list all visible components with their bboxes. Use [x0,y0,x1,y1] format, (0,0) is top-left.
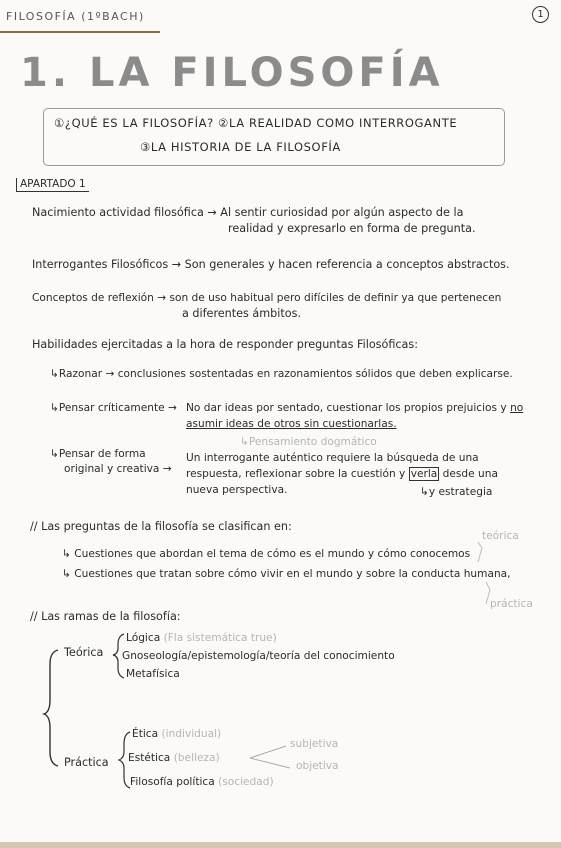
practica-item-etica-text: Ética [132,728,159,740]
original-note: ↳y estrategia [420,486,493,498]
conceptos-line-2: a diferentes ámbitos. [182,307,302,320]
razonar-item: ↳Razonar → conclusiones sostentadas en razonamientos sólidos que deben explicarse. [50,368,513,380]
preguntas-item-2: ↳ Cuestiones que tratan sobre cómo vivir en el mundo y sobre la conducta humana, [62,568,511,580]
original-label-1: ↳Pensar de forma [50,448,146,460]
practica-item-politica-text: Filosofía política [130,776,215,788]
bracket-teorica [478,542,482,562]
critico-line-1-text: No dar ideas por sentado, cuestionar los propios prejuicios y [186,402,507,414]
preguntas-note-practica: práctica [490,598,533,610]
teorica-item-logica-text: Lógica [126,632,161,644]
preguntas-heading: // Las preguntas de la filosofía se clasifican en: [30,520,292,533]
page-bottom-edge [0,842,561,848]
teorica-item-metafisica: Metafísica [126,668,180,680]
practica-item-estetica-note: (belleza) [173,752,220,764]
original-line-2b: desde una [442,468,498,480]
index-line-1: ①¿QUÉ ES LA FILOSOFÍA? ②LA REALIDAD COMO INTERROGANTE [54,116,458,130]
practica-brace [119,732,130,788]
preguntas-item-1: ↳ Cuestiones que abordan el tema de cómo es el mundo y cómo conocemos [62,548,471,560]
arrow-objetiva [250,758,290,768]
course-header: FILOSOFÍA (1ºBACH) [6,10,145,23]
critico-label: ↳Pensar críticamente → [50,402,177,414]
interrogantes-text: Interrogantes Filosóficos → Son generales y hacen referencia a conceptos abstractos. [32,258,510,271]
estetica-note-objetiva: objetiva [296,760,339,772]
preguntas-note-teorica: teórica [482,530,519,542]
original-line-3: nueva perspectiva. [186,484,288,496]
habilidades-heading: Habilidades ejercitadas a la hora de responder preguntas Filosóficas: [32,338,419,351]
estetica-note-subjetiva: subjetiva [290,738,339,750]
teorica-brace [113,634,124,678]
critico-underlined-no: no [510,402,524,414]
critico-line-2: asumir ideas de otros sin cuestionarlas. [186,418,397,430]
original-line-2a: respuesta, reflexionar sobre la cuestión y [186,468,406,480]
arrow-subjetiva [250,746,286,758]
section-label: APARTADO 1 [16,178,89,192]
nacimiento-line-2: realidad y expresarlo en forma de pregunta. [228,222,476,235]
rama-teorica-label: Teórica [64,646,104,659]
page-number: 1 [532,6,549,23]
teorica-item-gnoseologia: Gnoseología/epistemología/teoría del conocimiento [122,650,395,662]
critico-note: ↳Pensamiento dogmático [240,436,377,448]
nacimiento-line-1: Nacimiento actividad filosófica → Al sentir curiosidad por algún aspecto de la [32,206,464,219]
bracket-practica [486,582,490,604]
original-line-1: Un interrogante auténtico requiere la búsqueda de una [186,452,479,464]
original-label-2: original y creativa → [64,463,172,475]
index-line-2: ③LA HISTORIA DE LA FILOSOFÍA [140,140,341,154]
conceptos-line-1: Conceptos de reflexión → son de uso habitual pero difíciles de definir ya que pertenecen [32,292,502,304]
ramas-main-brace [44,650,58,766]
ramas-heading: // Las ramas de la filosofía: [30,610,181,623]
practica-item-politica-note: (sociedad) [218,776,274,788]
practica-item-etica-note: (individual) [161,728,222,740]
page-title: 1. LA FILOSOFÍA [20,50,444,96]
rama-practica-label: Práctica [64,756,109,769]
practica-item-estetica-text: Estética [128,752,171,764]
teorica-item-logica-note: (Fla sistemática true) [163,632,277,644]
original-boxed-word: verla [410,468,438,480]
